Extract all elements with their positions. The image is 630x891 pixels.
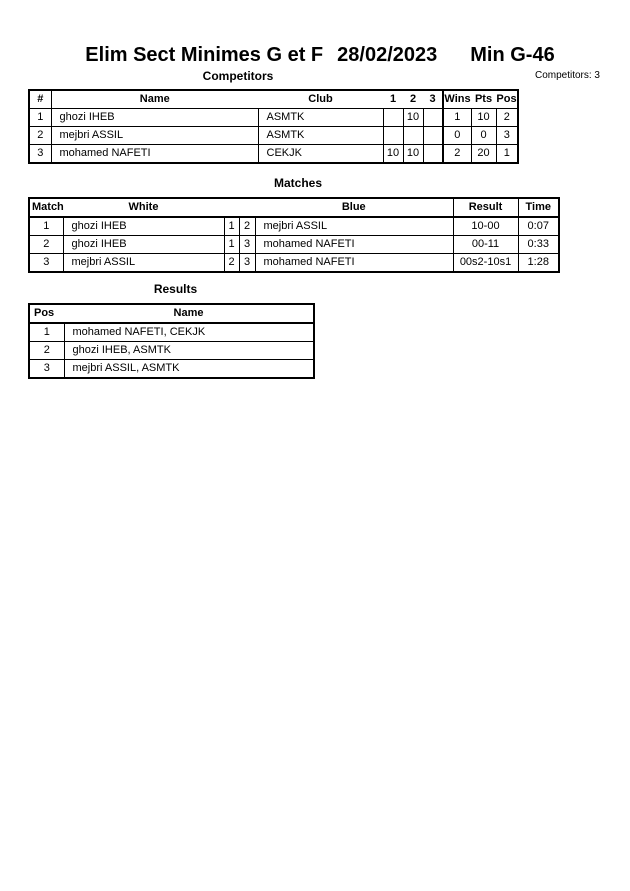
matches-header-result: Result [453,198,518,217]
competitor-num: 3 [29,145,51,164]
result-pos: 3 [29,360,64,379]
match-blue-name: mejbri ASSIL [255,217,453,236]
competitor-row [29,127,518,145]
competitor-wins: 2 [443,145,471,164]
result-pos: 1 [29,323,64,342]
competitor-pts: 10 [471,109,496,127]
results-header-row [29,304,314,323]
competitor-pts: 20 [471,145,496,164]
competitor-pos: 2 [496,109,518,127]
match-white-seed: 1 [224,217,239,236]
match-result: 00s2-10s1 [453,254,518,273]
competitors-header-round1: 1 [383,90,403,109]
match-white-name: ghozi IHEB [63,236,224,254]
competitor-wins: 0 [443,127,471,145]
matches-header-white: White [63,198,224,217]
matches-header-match: Match [29,198,63,217]
result-name: mejbri ASSIL, ASMTK [64,360,314,379]
competitor-pos: 1 [496,145,518,164]
result-name: mohamed NAFETI, CEKJK [64,323,314,342]
match-num: 3 [29,254,63,273]
competitors-header-name: Name [51,90,258,109]
competitor-score-3 [423,109,443,127]
match-blue-name: mohamed NAFETI [255,254,453,273]
page-title [5,44,630,67]
match-row [29,254,559,273]
competitor-row [29,109,518,127]
match-white-seed: 1 [224,236,239,254]
competitors-header-round2: 2 [403,90,423,109]
results-header-pos: Pos [29,304,64,323]
competitor-pts: 0 [471,127,496,145]
match-blue-seed: 2 [239,217,255,236]
result-row [29,360,314,379]
competitors-table [28,89,519,164]
competitor-score-3 [423,127,443,145]
results-table [28,303,315,379]
section-title-matches: Matches [273,176,323,190]
competitor-name: mejbri ASSIL [51,127,258,145]
competitor-pos: 3 [496,127,518,145]
competitors-count: Competitors: 3 [534,70,600,81]
competitors-header-club: Club [258,90,383,109]
competitor-score-1: 10 [383,145,403,164]
results-header-name: Name [64,304,314,323]
competitor-score-2: 10 [403,145,423,164]
competitor-num: 2 [29,127,51,145]
match-white-name: ghozi IHEB [63,217,224,236]
match-num: 1 [29,217,63,236]
competitor-name: mohamed NAFETI [51,145,258,164]
result-row [29,323,314,342]
competitors-header-round3: 3 [423,90,443,109]
competitor-club: ASMTK [258,109,383,127]
competitor-score-1 [383,109,403,127]
competitors-header-pos: Pos [496,90,518,109]
match-row [29,236,559,254]
match-row [29,217,559,236]
title-date: 28/02/2023 [337,44,438,66]
match-time: 1:28 [518,254,559,273]
competitor-score-2: 10 [403,109,423,127]
match-blue-name: mohamed NAFETI [255,236,453,254]
competitor-score-2 [403,127,423,145]
competitor-num: 1 [29,109,51,127]
match-time: 0:33 [518,236,559,254]
match-white-seed: 2 [224,254,239,273]
matches-header-blue: Blue [255,198,453,217]
title-category: Min G-46 [470,44,555,66]
competitor-name: ghozi IHEB [51,109,258,127]
matches-header-row [29,198,559,217]
title-event: Elim Sect Minimes G et F [85,44,324,66]
competitor-wins: 1 [443,109,471,127]
match-result: 10-00 [453,217,518,236]
competitors-header-num: # [29,90,51,109]
result-name: ghozi IHEB, ASMTK [64,342,314,360]
competitor-club: ASMTK [258,127,383,145]
match-blue-seed: 3 [239,236,255,254]
section-title-results: Results [153,282,198,296]
competitor-club: CEKJK [258,145,383,164]
result-pos: 2 [29,342,64,360]
match-time: 0:07 [518,217,559,236]
result-row [29,342,314,360]
matches-header-time: Time [518,198,559,217]
competitor-score-1 [383,127,403,145]
match-num: 2 [29,236,63,254]
competitors-header-pts: Pts [471,90,496,109]
match-blue-seed: 3 [239,254,255,273]
match-white-name: mejbri ASSIL [63,254,224,273]
competitor-row [29,145,518,164]
matches-header-blue-num [239,198,255,217]
matches-header-white-num [224,198,239,217]
competitors-header-wins: Wins [443,90,471,109]
section-title-competitors: Competitors [202,69,274,83]
competitors-header-row [29,90,518,109]
matches-table [28,197,560,273]
match-result: 00-11 [453,236,518,254]
competitor-score-3 [423,145,443,164]
